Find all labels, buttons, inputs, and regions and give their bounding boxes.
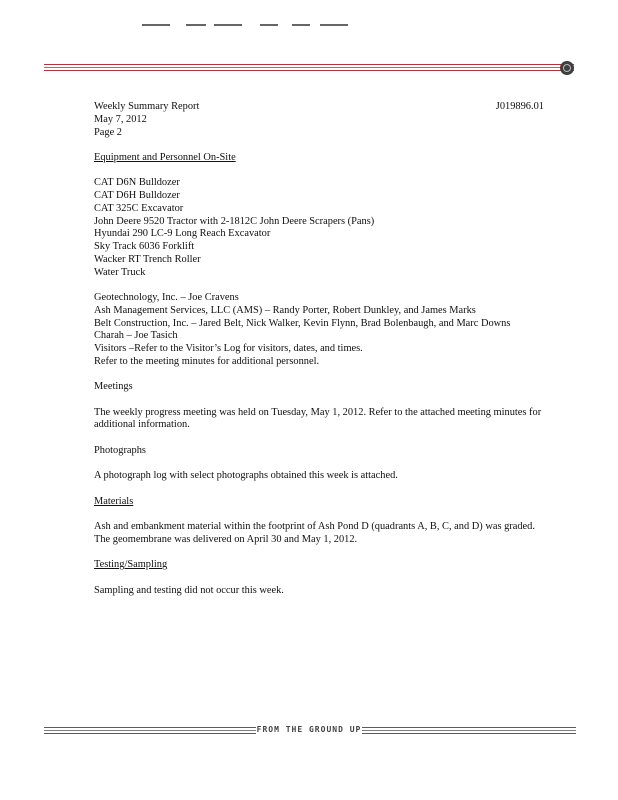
equipment-item: John Deere 9520 Tractor with 2-1812C John Deere Scrapers (Pans) [94,215,375,227]
equipment-item: CAT 325C Excavator [94,202,184,214]
meetings-heading: Meetings [94,381,133,393]
personnel-item: Ash Management Services, LLC (AMS) – Randy Porter, Robert Dunkley, and James Marks [94,304,476,316]
personnel-item: Belt Construction, Inc. – Jared Belt, Nick Walker, Kevin Flynn, Brad Bolenbaugh, and Marc Downs [94,317,511,329]
equipment-item: Wacker RT Trench Roller [94,253,201,265]
page-number: Page 2 [94,126,122,138]
photographs-heading: Photographs [94,444,146,456]
seal-icon [560,61,574,75]
meetings-text: The weekly progress meeting was held on Tuesday, May 1, 2012. Refer to the attached meeting minutes for additional information. [94,406,542,431]
header-rule [44,64,574,72]
personnel-item: Visitors –Refer to the Visitor’s Log for visitors, dates, and times. [94,343,363,355]
materials-text: Ash and embankment material within the footprint of Ash Pond D (quadrants A, B, C, and D) was graded. The geomembrane was delivered on April 30 and May 1, 2012. [94,521,535,545]
equipment-item: CAT D6H Bulldozer [94,190,180,202]
testing-text: Sampling and testing did not occur this week. [94,584,284,596]
report-date: May 7, 2012 [94,113,147,125]
equipment-item: Hyundai 290 LC-9 Long Reach Excavator [94,228,271,240]
materials-heading: Materials [94,495,134,507]
testing-heading: Testing/Sampling [94,559,168,571]
photographs-text: A photograph log with select photographs obtained this week is attached. [94,470,398,482]
equipment-item: Sky Track 6036 Forklift [94,241,195,253]
project-number: J019896.01 [495,101,544,112]
personnel-list [94,292,544,369]
report-title: Weekly Summary Report [94,101,200,112]
report-body [94,101,544,598]
personnel-item: Refer to the meeting minutes for additional personnel. [94,355,320,367]
equipment-item: CAT D6N Bulldozer [94,177,180,189]
report-header [94,101,544,114]
letterhead-fragments [142,24,352,30]
personnel-item: Charah – Joe Tasich [94,330,178,342]
personnel-item: Geotechnology, Inc. – Joe Cravens [94,292,239,304]
equipment-list [94,177,544,279]
equipment-heading: Equipment and Personnel On-Site [94,151,236,163]
footer-tagline: FROM THE GROUND UP [256,725,362,734]
equipment-item: Water Truck [94,266,146,278]
